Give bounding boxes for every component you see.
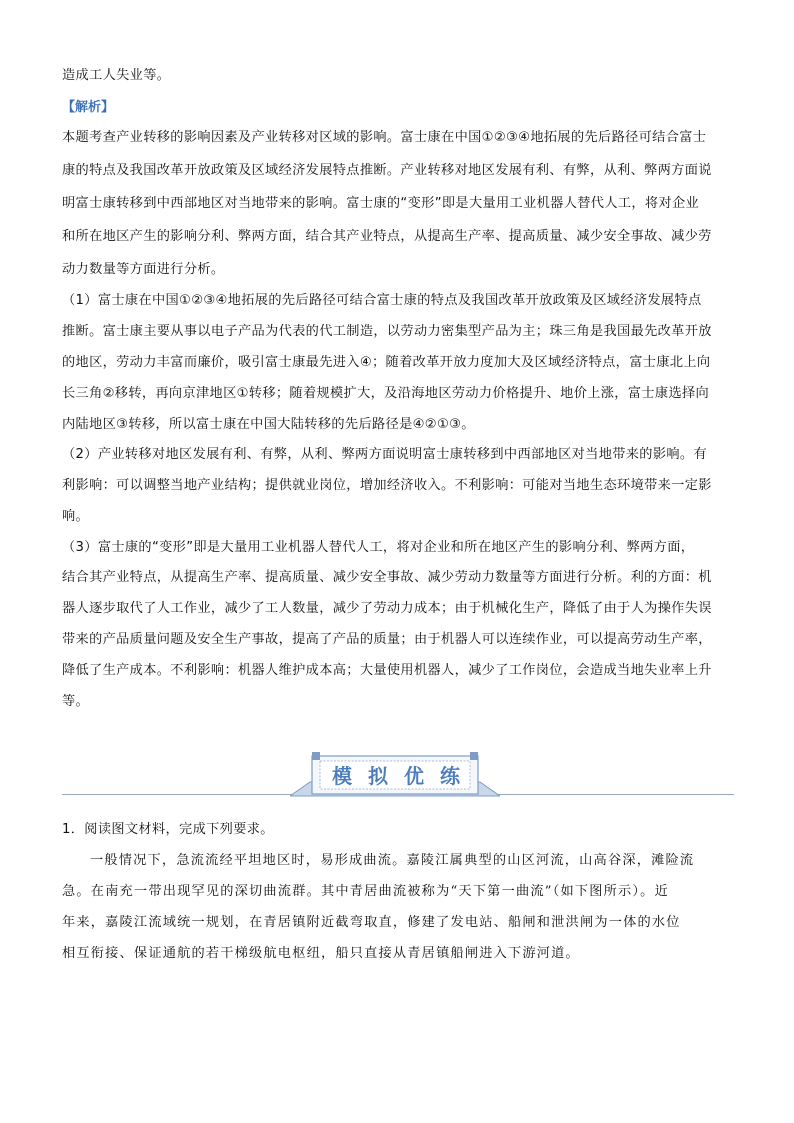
text-line: 康的特点及我国改革开放政策及区域经济发展特点推断。产业转移对地区发展有利、有弊，从利、弊两方面说: [62, 163, 712, 178]
text-line: 降低了生产成本。不利影响：机器人维护成本高；大量使用机器人，减少了工作岗位，会造成当地失业率上升: [62, 663, 712, 678]
text-line: 响。: [62, 509, 90, 524]
text-line: 结合其产业特点，从提高生产率、提高质量、减少安全事故、减少劳动力数量等方面进行分析。利的方面：机: [62, 570, 712, 585]
material-line: 急。在南充一带出现罕见的深切曲流群。其中青居曲流被称为“天下第一曲流”（如下图所示）。近: [62, 884, 669, 899]
text-line: 推断。富士康主要从事以电子产品为代表的代工制造，以劳动力密集型产品为主；珠三角是我国最先改革开放: [62, 324, 712, 339]
text-line: 长三角②移转，再向京津地区①转移；随着规模扩大，及沿海地区劳动力价格提升、地价上涨，富士康选择向: [62, 386, 710, 401]
text-line: 等。: [62, 694, 90, 709]
previous-answer-tail: 造成工人失业等。: [62, 68, 171, 83]
text-line: 利影响：可以调整当地产业结构；提供就业岗位，增加经济收入。不利影响：可能对当地生态环境带来一定影: [62, 478, 712, 493]
text-line: 内陆地区③转移，所以富士康在中国大陆转移的先后路径是④②①③。: [62, 417, 475, 432]
banner-char: 练: [440, 764, 460, 788]
text-line: 的地区，劳动力丰富而廉价，吸引富士康最先进入④；随着改革开放力度加大及区域经济特点，富士康北上向: [62, 355, 711, 370]
text-line: （2）产业转移对地区发展有利、有弊，从利、弊两方面说明富士康转移到中西部地区对当地带来的影响。有: [62, 447, 707, 462]
material-line: 年来，嘉陵江流域统一规划，在青居镇附近截弯取直，修建了发电站、船闸和泄洪闸为一体的水位: [62, 915, 681, 930]
question-title: 1．阅读图文材料，完成下列要求。: [62, 822, 274, 837]
text-line: 带来的产品质量问题及安全生产事故，提高了产品的质量；由于机器人可以连续作业，可以提高劳动生产率，: [62, 632, 712, 647]
text-line: （3）富士康的“变形”即是大量用工业机器人替代人工，将对企业和所在地区产生的影响分利、弊两方面，: [62, 540, 695, 555]
material-line: 相互衔接、保证通航的若干梯级航电枢纽，船只直接从青居镇船闸进入下游河道。: [62, 946, 580, 961]
section-banner: [290, 748, 500, 800]
text-line: 本题考查产业转移的影响因素及产业转移对区域的影响。富士康在中国①②③④地拓展的先后路径可结合富士: [62, 130, 707, 145]
text-line: （1）富士康在中国①②③④地拓展的先后路径可结合富士康的特点及我国改革开放政策及区域经济发展特点: [62, 293, 702, 308]
text-line: 明富士康转移到中西部地区对当地带来的影响。富士康的“变形”即是大量用工业机器人替代人工，将对企业: [62, 196, 700, 211]
analysis-tag: 【解析】: [62, 100, 115, 115]
banner-char: 拟: [368, 764, 388, 788]
material-line: 一般情况下，急流流经平坦地区时，易形成曲流。嘉陵江属典型的山区河流，山高谷深，滩险流: [90, 853, 695, 868]
text-line: 和所在地区产生的影响分利、弊两方面，结合其产业特点，从提高生产率、提高质量、减少安全事故、减少劳: [62, 229, 712, 244]
banner-char: 模: [332, 764, 352, 788]
text-line: 动力数量等方面进行分析。: [62, 262, 225, 277]
banner-char: 优: [404, 764, 424, 788]
text-line: 器人逐步取代了人工作业，减少了工人数量，减少了劳动力成本；由于机械化生产，降低了由于人为操作失误: [62, 601, 712, 616]
